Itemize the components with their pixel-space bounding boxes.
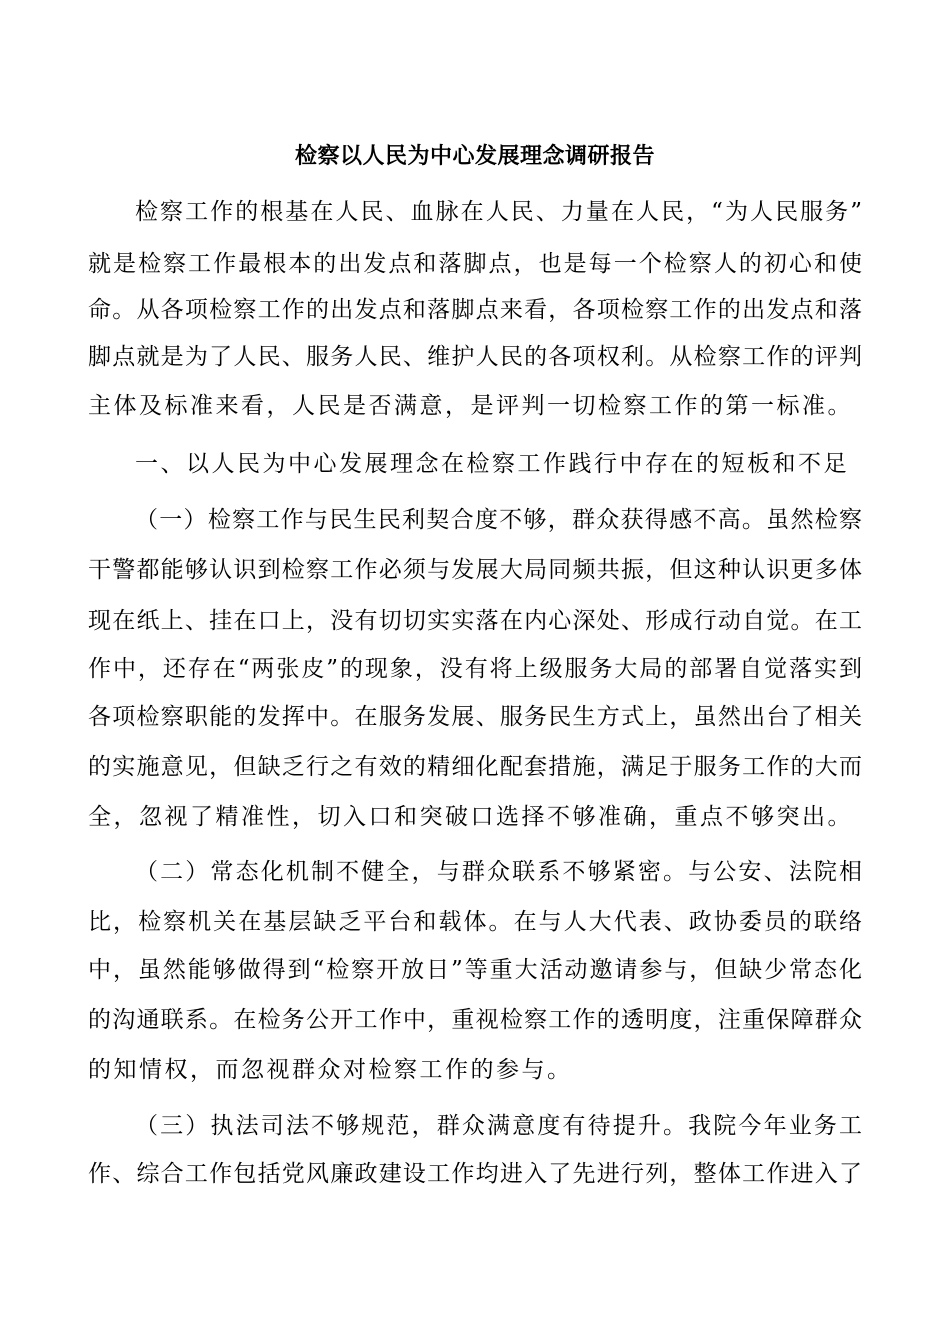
- paragraph-2-line-5: 各项检察职能的发挥中。在服务发展、服务民生方式上，虽然出台了相关: [88, 704, 862, 730]
- paragraph-3-line-4: 的沟通联系。在检务公开工作中，重视检察工作的透明度，注重保障群众: [88, 1007, 862, 1033]
- paragraph-2-line-2: 干警都能够认识到检察工作必须与发展大局同频共振，但这种认识更多体: [88, 557, 862, 583]
- paragraph-2-line-1: （一）检察工作与民生民利契合度不够，群众获得感不高。虽然检察: [135, 507, 862, 533]
- paragraph-3-line-5: 的知情权，而忽视群众对检察工作的参与。: [88, 1057, 573, 1083]
- paragraph-1-line-3: 命。从各项检察工作的出发点和落脚点来看，各项检察工作的出发点和落: [88, 297, 862, 323]
- section-heading-1: 一、以人民为中心发展理念在检察工作践行中存在的短板和不足: [135, 451, 849, 477]
- paragraph-4-line-1: （三）执法司法不够规范，群众满意度有待提升。我院今年业务工: [135, 1113, 862, 1139]
- paragraph-1-line-1: 检察工作的根基在人民、血脉在人民、力量在人民，“为人民服务”: [135, 199, 862, 225]
- paragraph-4-line-2: 作、综合工作包括党风廉政建设工作均进入了先进行列，整体工作进入了: [88, 1161, 862, 1187]
- paragraph-2-line-3: 现在纸上、挂在口上，没有切切实实落在内心深处、形成行动自觉。在工: [88, 608, 862, 634]
- paragraph-3-line-1: （二）常态化机制不健全，与群众联系不够紧密。与公安、法院相: [135, 859, 862, 885]
- paragraph-3-line-2: 比，检察机关在基层缺乏平台和载体。在与人大代表、政协委员的联络: [88, 909, 862, 935]
- paragraph-1-line-2: 就是检察工作最根本的出发点和落脚点，也是每一个检察人的初心和使: [88, 251, 862, 277]
- paragraph-2-line-4: 作中，还存在“两张皮”的现象，没有将上级服务大局的部署自觉落实到: [88, 656, 862, 682]
- paragraph-1-line-4: 脚点就是为了人民、服务人民、维护人民的各项权利。从检察工作的评判: [88, 344, 862, 370]
- document-title: 检察以人民为中心发展理念调研报告: [294, 143, 655, 169]
- paragraph-1-line-5: 主体及标准来看，人民是否满意，是评判一切检察工作的第一标准。: [88, 393, 853, 419]
- paragraph-3-line-3: 中，虽然能够做得到“检察开放日”等重大活动邀请参与，但缺少常态化: [88, 957, 862, 983]
- paragraph-2-line-6: 的实施意见，但缺乏行之有效的精细化配套措施，满足于服务工作的大而: [88, 754, 862, 780]
- paragraph-2-line-7: 全，忽视了精准性，切入口和突破口选择不够准确，重点不够突出。: [88, 804, 853, 830]
